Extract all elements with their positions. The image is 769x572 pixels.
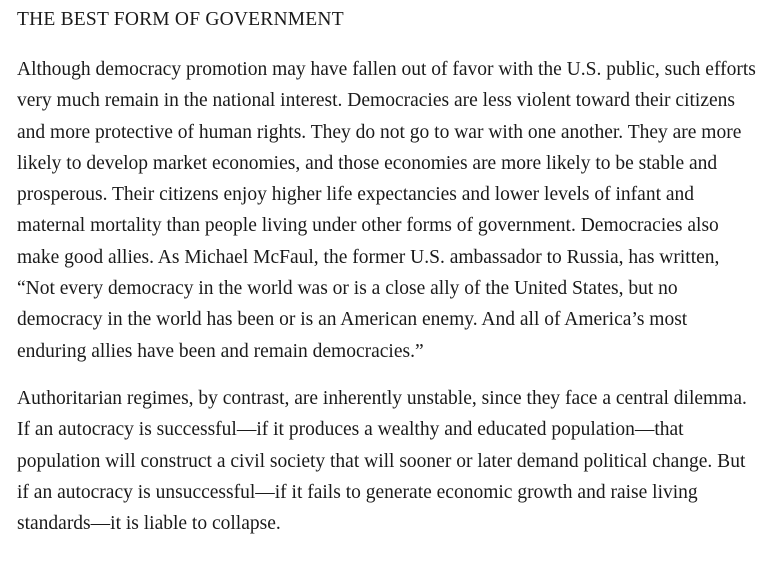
article-body <box>17 6 757 539</box>
section-heading: THE BEST FORM OF GOVERNMENT <box>17 9 344 30</box>
paragraph-democracy-interest: Although democracy promotion may have fallen out of favor with the U.S. public, such efforts very much remain in the national interest. Democracies are less violent toward their citizens and more protective of human rights. They do not go to war with one another. They are more likely to develop market economies, and those economies are more likely to be stable and prosperous. Their citizens enjoy higher life expectancies and lower levels of infant and maternal mortality than people living under other forms of government. Democracies also make good allies. As Michael McFaul, the former U.S. ambassador to Russia, has written, “Not every democracy in the world was or is a close ally of the United States, but no democracy in the world has been or is an American enemy. And all of America’s most enduring allies have been and remain democracies.” <box>17 59 756 362</box>
paragraph-authoritarian-dilemma: Authoritarian regimes, by contrast, are inherently unstable, since they face a central dilemma. If an autocracy is successful—if it produces a wealthy and educated population—that population will construct a civil society that will sooner or later demand political change. But if an autocracy is unsuccessful—if it fails to generate economic growth and raise living standards—it is liable to collapse. <box>17 387 747 535</box>
